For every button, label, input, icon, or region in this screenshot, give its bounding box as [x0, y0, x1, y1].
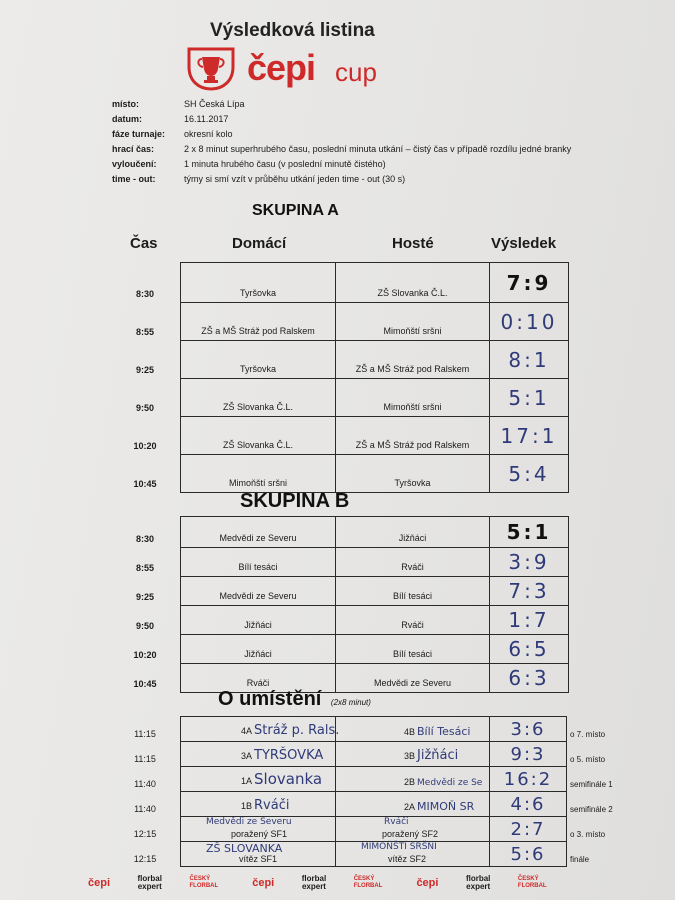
info-row: fáze turnaje: okresní kolo [112, 129, 233, 139]
header-away: Hosté [392, 235, 434, 252]
table-row: 11:15 4A Stráž p. Rals. 4B Bílí Tesáci 3:6 o 7. místo [110, 717, 613, 742]
handwritten-team: Rváči [384, 817, 409, 827]
result-cell: 5:6 [490, 842, 567, 867]
cepi-logo: čepi [88, 877, 111, 889]
cepi-logo: čepi [416, 877, 439, 889]
result-cell: 3:6 [490, 717, 567, 742]
info-row: místo: SH Česká Lípa [112, 99, 245, 109]
group-a-title: SKUPINA A [252, 202, 339, 219]
table-row: 9:25 Medvědi ze Severu Bílí tesáci 7:3 [110, 577, 569, 606]
info-row: hrací čas: 2 x 8 minut superhrubého času, poslední minuta utkání – čistý čas v případě rozdílu jedné branky [112, 144, 572, 154]
placement-subtitle: (2x8 minut) [330, 698, 371, 707]
handwritten-team: Jižňáci [417, 748, 459, 763]
cesky-florbal-logo: ČESKÝ FLORBAL [189, 876, 219, 889]
placement-table [110, 716, 613, 867]
result-cell: 7:9 [490, 263, 569, 303]
table-row: 12:15 Medvědi ze Severu poražený SF1 Rváči poražený SF2 2:7 o 3. místo [110, 817, 613, 842]
table-row: 9:50 ZŠ Slovanka Č.L. Mimoňští sršni 5:1 [110, 379, 569, 417]
trophy-icon [185, 45, 237, 91]
handwritten-team: Rváči [254, 798, 290, 813]
table-row: 11:40 1A Slovanka 2B Medvědi ze Se 16:2 semifinále 1 [134, 768, 613, 790]
result-cell: 0:10 [490, 303, 569, 341]
cepi-cup-logo [185, 45, 415, 93]
header-time: Čas [130, 235, 158, 252]
match-note: semifinále 2 [570, 804, 613, 814]
table-row: 10:20 Jižňáci Bílí tesáci 6:5 [110, 635, 569, 664]
table-row: 11:15 3A TYRŠOVKA 3B Jižňáci 9:3 o 5. místo [110, 742, 613, 767]
handwritten-team: Bílí Tesáci [417, 725, 471, 738]
result-cell: 2:7 [490, 817, 567, 842]
result-cell: 9:3 [490, 742, 567, 767]
result-cell: 17:1 [490, 417, 569, 455]
match-note: o 5. místo [570, 754, 606, 764]
table-row: 10:45 Mimoňští sršni Tyršovka 5:4 [110, 455, 569, 493]
table-row: 8:55 ZŠ a MŠ Stráž pod Ralskem Mimoňští sršni 0:10 [110, 303, 569, 341]
header-home: Domácí [232, 235, 287, 252]
result-cell: 5:4 [490, 455, 569, 493]
logo-wordmark: čepi [247, 47, 316, 88]
result-cell: 5:1 [490, 379, 569, 417]
result-cell: 6:3 [490, 664, 569, 693]
cesky-florbal-logo: ČESKÝ FLORBAL [353, 876, 383, 889]
table-row: 11:40 1B Rváči 2A MIMOŇ SR 4:6 semifinále 2 [134, 793, 613, 815]
handwritten-team: TYRŠOVKA [254, 748, 324, 763]
handwritten-team: Medvědi ze Severu [206, 817, 292, 827]
match-note: o 7. místo [570, 729, 606, 739]
info-row: datum: 16.11.2017 [112, 114, 229, 124]
handwritten-team: Medvědi ze Se [417, 778, 483, 788]
info-block [112, 97, 571, 187]
table-row: 9:25 Tyršovka ZŠ a MŠ Stráž pod Ralskem 8:1 [110, 341, 569, 379]
match-note: semifinále 1 [570, 779, 613, 789]
result-cell: 8:1 [490, 341, 569, 379]
result-cell: 5:1 [490, 517, 569, 548]
table-row: 12:15 ZŠ SLOVANKA vítěz SF1 MIMOŇŠTÍ SRŠNI vítěz SF2 5:6 finále [110, 842, 613, 867]
table-row: 10:45 Rváči Medvědi ze Severu 6:3 [110, 664, 569, 693]
result-cell: 1:7 [490, 606, 569, 635]
info-row: time - out: týmy si smí vzít v průběhu utkání jeden time - out (30 s) [112, 174, 406, 184]
table-row: 8:30 Medvědi ze Severu Jižňáci 5:1 [110, 517, 569, 548]
header-result: Výsledek [491, 235, 557, 252]
match-note: o 3. místo [570, 829, 606, 839]
result-cell: 3:9 [490, 548, 569, 577]
handwritten-team: Stráž p. Rals. [254, 723, 340, 738]
cepi-logo: čepi [252, 877, 275, 889]
result-cell: 6:5 [490, 635, 569, 664]
group-a-table [110, 262, 569, 493]
group-b-title: SKUPINA B [240, 490, 350, 512]
result-cell: 7:3 [490, 577, 569, 606]
handwritten-team: Slovanka [254, 770, 323, 788]
sponsor-footer [88, 875, 558, 891]
handwritten-team: ZŠ SLOVANKA [206, 842, 283, 855]
florbal-expert-logo: florbal expert [137, 874, 162, 891]
info-row: vyloučení: 1 minuta hrubého času (v poslední minutě čistého) [112, 159, 386, 169]
table-row: 8:30 Tyršovka ZŠ Slovanka Č.L. 7:9 [110, 263, 569, 303]
table-row: 8:55 Bílí tesáci Rváči 3:9 [110, 548, 569, 577]
table-row: 9:50 Jižňáci Rváči 1:7 [110, 606, 569, 635]
match-note: finále [570, 854, 590, 864]
florbal-expert-logo: florbal expert [465, 874, 491, 891]
result-cell: 16:2 [490, 767, 567, 792]
florbal-expert-logo: florbal expert [301, 874, 327, 891]
handwritten-team: MIMOŇŠTÍ SRŠNI [361, 842, 437, 852]
result-cell: 4:6 [490, 792, 567, 817]
page-title: Výsledková listina [210, 20, 375, 41]
placement-title: O umístění (2x8 minut) [218, 688, 371, 710]
group-b-table [110, 516, 569, 693]
table-row: 10:20 ZŠ Slovanka Č.L. ZŠ a MŠ Stráž pod Ralskem 17:1 [110, 417, 569, 455]
logo-cup-text: cup [335, 57, 377, 87]
cesky-florbal-logo: ČESKÝ FLORBAL [517, 876, 547, 889]
handwritten-team: MIMOŇ SR [417, 800, 475, 813]
